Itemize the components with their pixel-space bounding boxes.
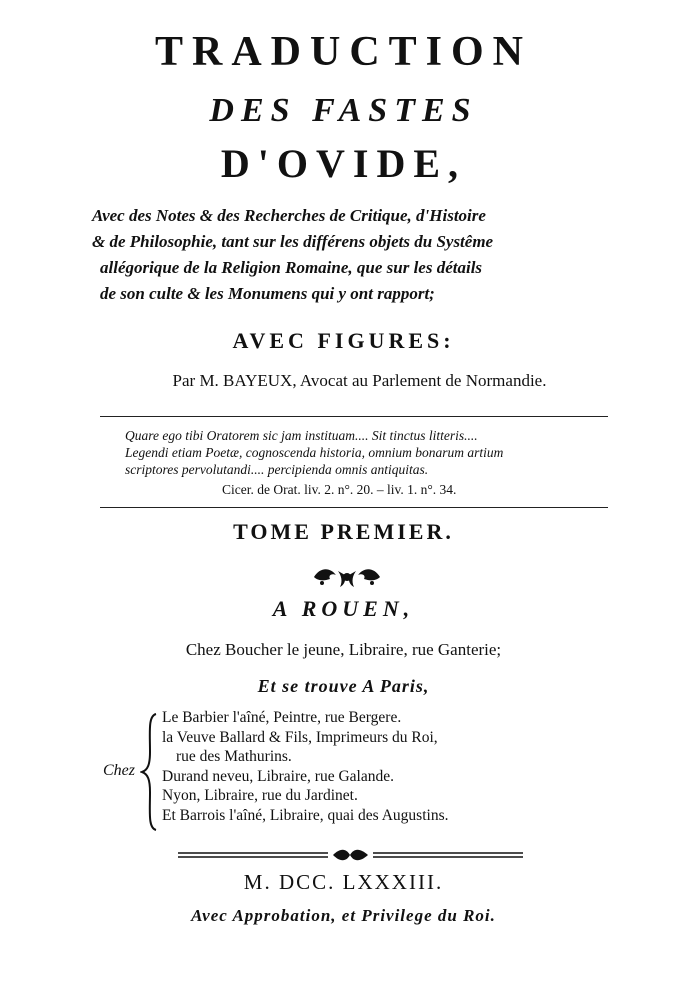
top-rule — [100, 416, 608, 417]
publication-year: M. DCC. LXXXIII. — [243, 870, 444, 894]
chez-label: Chez — [103, 762, 135, 779]
subtitle-line: & de Philosophie, tant sur les différens objets du Systême — [92, 232, 494, 251]
title-line-2: DES FASTES — [209, 92, 478, 129]
approbation-line: Avec Approbation, et Privilege du Roi. — [191, 906, 496, 925]
epigraph — [125, 427, 595, 478]
subtitle — [92, 203, 602, 307]
subtitle-line: de son culte & les Monumens qui y ont rapport; — [100, 284, 435, 303]
subtitle-line: Avec des Notes & des Recherches de Critique, d'Histoire — [92, 206, 486, 225]
subtitle-line: allégorique de la Religion Romaine, que sur les détails — [100, 258, 483, 277]
author-line: Par M. BAYEUX, Avocat au Parlement de Normandie. — [172, 371, 547, 390]
ornament-icon — [310, 563, 384, 591]
city-line: A ROUEN, — [272, 596, 415, 621]
bottom-rule — [100, 507, 608, 508]
title-line-3: D'OVIDE, — [220, 141, 467, 186]
figures-heading: AVEC FIGURES: — [232, 328, 455, 353]
epigraph-citation: Cicer. de Orat. liv. 2. n°. 20. – liv. 1. n°. 34. — [222, 482, 457, 497]
seller-line: Le Barbier l'aîné, Peintre, rue Bergere. — [162, 709, 402, 726]
seller-line: Nyon, Libraire, rue du Jardinet. — [162, 787, 358, 804]
epigraph-line: Legendi etiam Poetæ, cognoscenda historia, omnium bonarum artium — [125, 445, 504, 460]
seller-line: la Veuve Ballard & Fils, Imprimeurs du Roi, — [162, 728, 438, 746]
seller-line: Et Barrois l'aîné, Libraire, quai des Augustins. — [162, 806, 449, 824]
seller-line: Durand neveu, Libraire, rue Galande. — [162, 767, 394, 785]
sellers-list — [162, 708, 448, 825]
seller-line: rue des Mathurins. — [176, 748, 292, 765]
publisher-line: Chez Boucher le jeune, Libraire, rue Ganterie; — [185, 640, 502, 659]
title-line-1: TRADUCTION — [154, 29, 533, 75]
volume-label: TOME PREMIER. — [233, 519, 454, 544]
paris-line: Et se trouve A Paris, — [257, 676, 430, 696]
ornamental-rule — [178, 848, 523, 862]
epigraph-line: Quare ego tibi Oratorem sic jam instituam.... Sit tinctus litteris.... — [125, 428, 478, 443]
epigraph-line: scriptores pervolutandi.... percipienda omnis antiquitas. — [125, 462, 429, 477]
brace-icon — [140, 712, 160, 832]
